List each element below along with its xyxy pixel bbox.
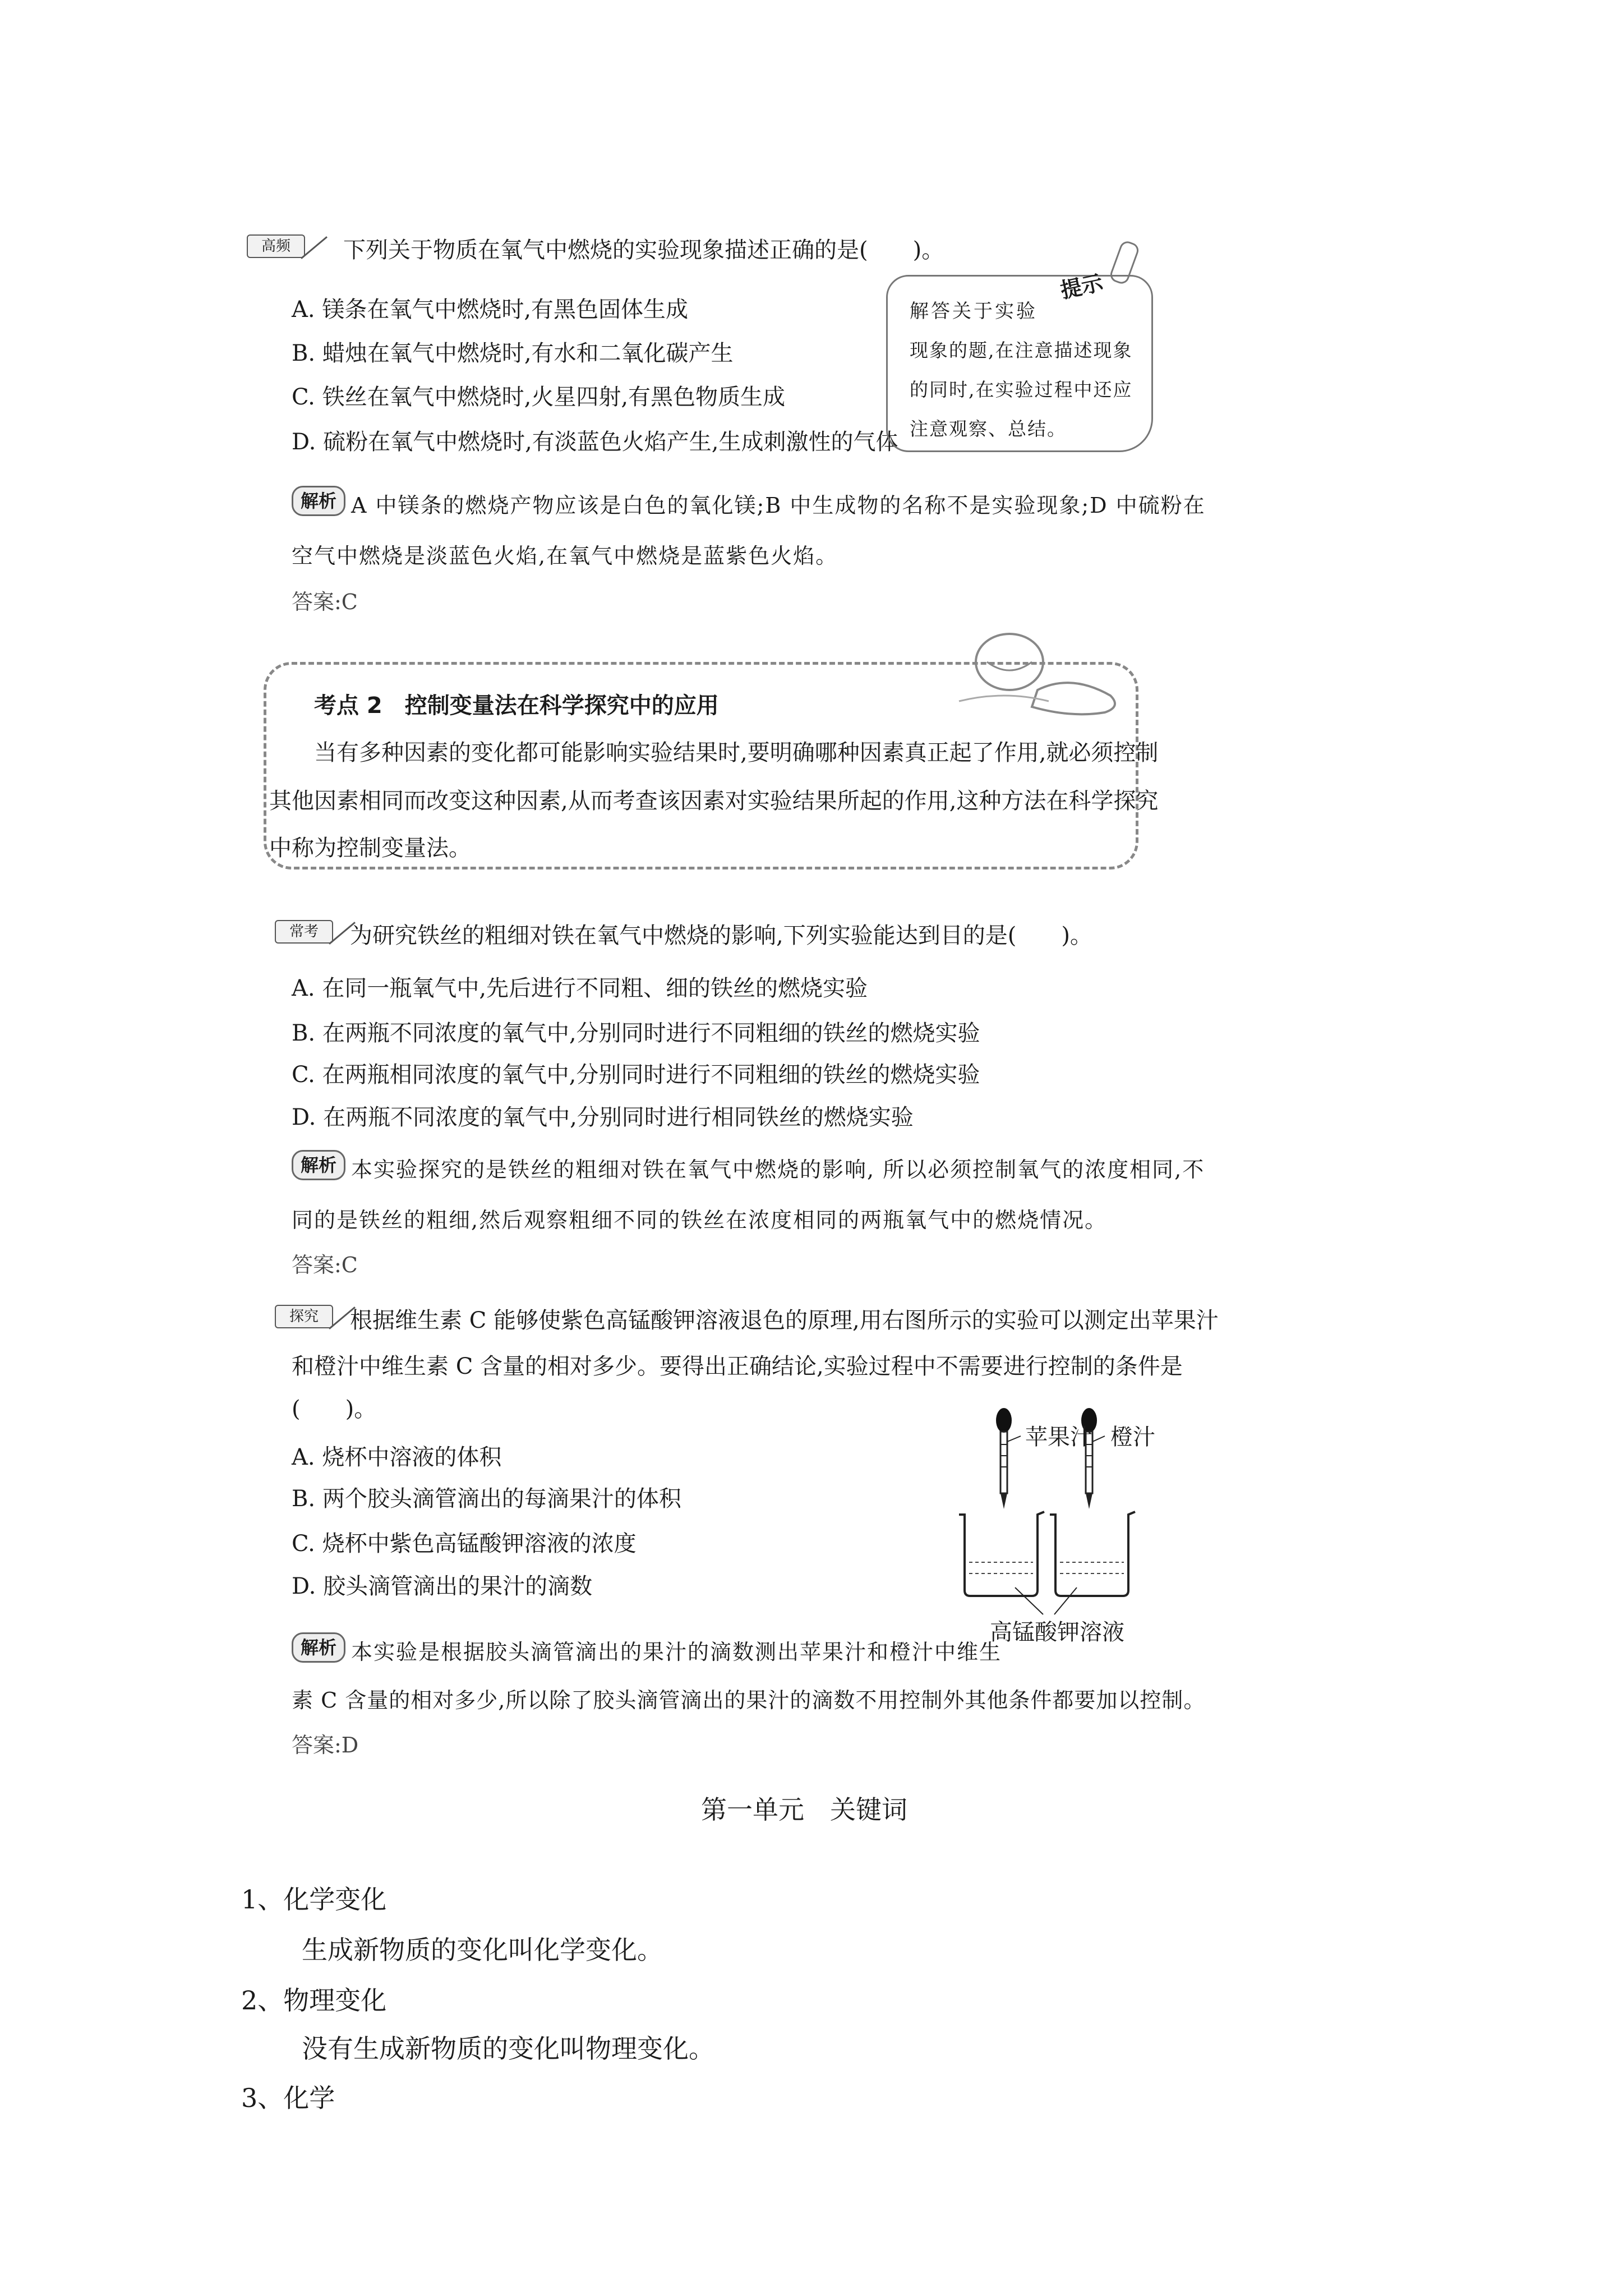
keyword-heading-2: 2、物理变化 xyxy=(241,1985,387,2016)
q2-option-b: B. 在两瓶不同浓度的氧气中,分别同时进行不同粗细的铁丝的燃烧实验 xyxy=(292,1020,980,1046)
hint-line-1: 解答关于实验 xyxy=(910,300,1038,323)
hint-line-3: 的同时,在实验过程中还应 xyxy=(910,379,1133,401)
q2-option-c: C. 在两瓶相同浓度的氧气中,分别同时进行不同粗细的铁丝的燃烧实验 xyxy=(292,1062,980,1088)
q2-analysis-line-2: 同的是铁丝的粗细,然后观察粗细不同的铁丝在浓度相同的两瓶氧气中的燃烧情况。 xyxy=(292,1208,1108,1232)
keyword-heading-3: 3、化学 xyxy=(241,2083,335,2113)
question-tag-changkao: 常考 xyxy=(275,920,333,944)
key-point-line-1: 当有多种因素的变化都可能影响实验结果时,要明确哪种因素真正起了作用,就必须控制 xyxy=(314,740,1159,766)
q1-option-a: A. 镁条在氧气中燃烧时,有黑色固体生成 xyxy=(292,297,689,323)
dropper-left-icon xyxy=(996,1408,1021,1509)
q3-stem-line-3: ( )。 xyxy=(292,1396,377,1422)
figure-label-orange-juice: 橙汁 xyxy=(1110,1424,1155,1450)
keyword-body-2: 没有生成新物质的变化叫物理变化。 xyxy=(302,2033,714,2064)
keyword-heading-1: 1、化学变化 xyxy=(241,1884,387,1915)
q1-stem: 下列关于物质在氧气中燃烧的实验现象描述正确的是( )。 xyxy=(343,237,944,263)
key-point-title: 考点 2 控制变量法在科学探究中的应用 xyxy=(314,693,719,719)
question-tag-tanjiu: 探究 xyxy=(275,1305,333,1328)
key-point-line-2: 其他因素相同而改变这种因素,从而考查该因素对实验结果所起的作用,这种方法在科学探究 xyxy=(269,788,1159,814)
hint-title: 提示 xyxy=(1058,270,1105,303)
hint-line-4: 注意观察、总结。 xyxy=(910,418,1067,440)
question-tag-gaopin: 高频 xyxy=(247,234,305,258)
analysis-badge: 解析 xyxy=(292,1150,345,1180)
q1-analysis-line-2: 空气中燃烧是淡蓝色火焰,在氧气中燃烧是蓝紫色火焰。 xyxy=(292,544,838,568)
q3-answer: 答案:D xyxy=(292,1733,359,1757)
q1-option-c: C. 铁丝在氧气中燃烧时,火星四射,有黑色物质生成 xyxy=(292,384,786,410)
q2-stem: 为研究铁丝的粗细对铁在氧气中燃烧的影响,下列实验能达到目的是( )。 xyxy=(350,923,1092,949)
q3-option-b: B. 两个胶头滴管滴出的每滴果汁的体积 xyxy=(292,1486,681,1512)
q2-answer: 答案:C xyxy=(292,1253,358,1277)
q2-option-d: D. 在两瓶不同浓度的氧气中,分别同时进行相同铁丝的燃烧实验 xyxy=(292,1105,914,1130)
unit-title: 第一单元 关键词 xyxy=(701,1795,907,1825)
analysis-badge: 解析 xyxy=(292,1632,345,1663)
q3-option-c: C. 烧杯中紫色高锰酸钾溶液的浓度 xyxy=(292,1531,637,1557)
analysis-badge: 解析 xyxy=(292,486,345,516)
q3-analysis-line-2: 素 C 含量的相对多少,所以除了胶头滴管滴出的果汁的滴数不用控制外其他条件都要加以控制。 xyxy=(292,1688,1206,1713)
q3-stem-line-2: 和橙汁中维生素 C 含量的相对多少。要得出正确结论,实验过程中不需要进行控制的条件是 xyxy=(292,1354,1183,1379)
keyword-body-1: 生成新物质的变化叫化学变化。 xyxy=(302,1935,663,1965)
beaker-left-icon xyxy=(959,1512,1044,1596)
q1-answer: 答案:C xyxy=(292,590,358,614)
q1-option-d: D. 硫粉在氧气中燃烧时,有淡蓝色火焰产生,生成刺激性的气体 xyxy=(292,429,898,455)
key-point-line-3: 中称为控制变量法。 xyxy=(269,835,471,861)
q3-option-a: A. 烧杯中溶液的体积 xyxy=(292,1444,502,1470)
q3-option-d: D. 胶头滴管滴出的果汁的滴数 xyxy=(292,1573,593,1599)
q3-analysis-line-1: 本实验是根据胶头滴管滴出的果汁的滴数测出苹果汁和橙汁中维生 xyxy=(351,1640,1002,1664)
beaker-right-icon xyxy=(1050,1512,1135,1596)
hint-line-2: 现象的题,在注意描述现象 xyxy=(910,339,1133,361)
q1-option-b: B. 蜡烛在氧气中燃烧时,有水和二氧化碳产生 xyxy=(292,341,734,366)
q2-option-a: A. 在同一瓶氧气中,先后进行不同粗、细的铁丝的燃烧实验 xyxy=(292,976,868,1001)
q1-analysis-line-1: A 中镁条的燃烧产物应该是白色的氧化镁;B 中生成物的名称不是实验现象;D 中硫粉在 xyxy=(351,493,1206,518)
figure-label-permanganate: 高锰酸钾溶液 xyxy=(990,1619,1124,1645)
figure-label-apple-juice: 苹果汁 xyxy=(1025,1424,1092,1450)
q3-stem-line-1: 根据维生素 C 能够使紫色高锰酸钾溶液退色的原理,用右图所示的实验可以测定出苹果汁 xyxy=(350,1308,1219,1333)
q2-analysis-line-1: 本实验探究的是铁丝的粗细对铁在氧气中燃烧的影响, 所以必须控制氧气的浓度相同,不 xyxy=(351,1157,1205,1182)
